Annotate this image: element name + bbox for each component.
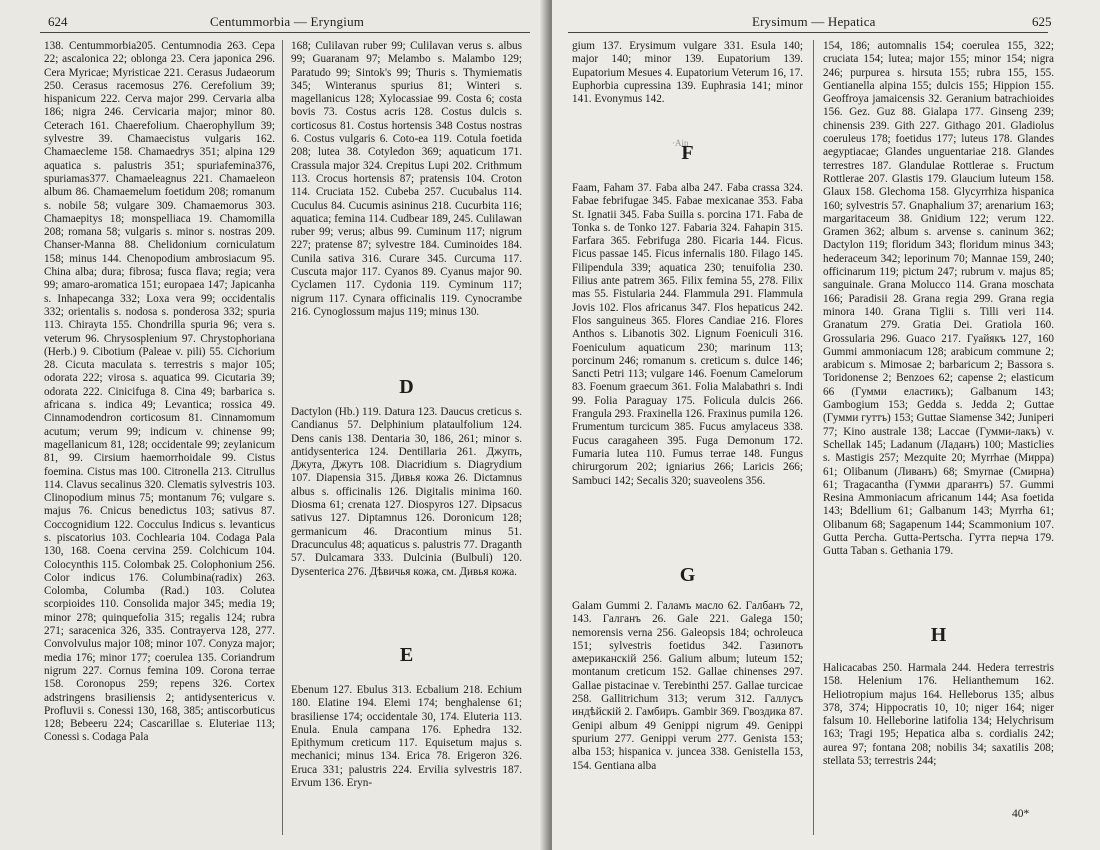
index-entries: gium 137. Erysimum vulgare 331. Esula 140; major 140; minor 139. Eupatorium 139. Eupatorium Mesues 4. Eupatorium Veterum 16, 17. Euphorbia cupressina 139. Euphrasia 141; minor 141. Evonymus 142. [572, 40, 803, 106]
section-g-entries [572, 600, 803, 773]
right-page [552, 0, 1100, 850]
index-entries: Dactylon (Hb.) 119. Datura 123. Daucus creticus s. Candianus 57. Delphinium plataulfolium 124. Dens canis 138. Dentaria 30, 186, 261; minor s. antidysenterica 124. Dentillaria 261. Джупъ, Джута, Джутъ 108. Diacridium s. Diagrydium 107. Diapensia 315. Дивья кожа 26. Dictamnus albus s. officinalis 126. Digitalis minima 160. Diosma 61; crenata 127. Diospyros 127. Dipsacus sativus 127. Diptamnus 126. Doronicum 128; germanicum 46. Dracontium minus 51. Dracunculus 48; aquaticus s. palustris 77. Draganth 57. Dulcamara 333. Dulcinia (Bulbuli) 120. Dysenterica 276. Дѣвичья кожа, см. Дивья кожа. [291, 406, 522, 578]
page-number: 625 [1032, 14, 1052, 29]
section-e-entries [291, 684, 522, 790]
running-head: Erysimum — Hepatica [752, 14, 876, 29]
index-entries: 168; Culilavan ruber 99; Culilavan verus s. albus 99; Guaranam 97; Melambo s. Malambo 129; Paratudo 99; Sintok's 99; Thuris s. Thymiematis 345; Winteranus spurius 81; Winteri s. magellanicus 128; Xylocassiae 99. Costa 6; costa bovis 73. Costus acris 128. Costus dulcis s. corticosus 81. Costus hortensis 348 Costus nostras 6. Costus vulgaris 6. Coto-ea 119. Cotula foetida 208; lutea 38. Cotyledon 369; aquaticum 171. Crassula major 324. Crepitus Lupi 202. Crithmum 113. Crocus hortensis 87; pratensis 104. Croton 114. Cruciata 152. Cubeba 257. Cucubalus 114. Cuculus 84. Cucumis asininus 218. Cucurbita 116; aquatica; femina 114. Cudbear 189, 245. Culilawan ruber 99; verus; albus 99. Cuminum 117; nigrum 227; pratense 87; sylvestre 184. Cuminoides 184. Cunila sativa 316. Curare 345. Curcuma 117. Cuscuta major 117. Cyanos 89. Cyanus major 90. Cyclamen 117. Cydonia 119. Cyminum 117; nigrum 117. Cynara officinalis 119. Cynocrambe 216. Cynoglossum majus 119; minus 130. [291, 40, 522, 318]
left-page-column-2 [291, 40, 522, 319]
running-head: Centummorbia — Eryngium [210, 14, 365, 29]
index-entries: Faam, Faham 37. Faba alba 247. Faba crassa 324. Fabae febrifugae 345. Fabae mexicanae 353. Faba St. Ignatii 345. Faba Suilla s. porcina 171. Faba de Tonka s. de Tonko 127. Fabaria 324. Fahapin 315. Farfara 365. Febrifuga 280. Ficaria 144. Ficus. Ficus passae 145. Ficus infernalis 180. Filago 145. Filipendula 339; aquatica 230; tenuifolia 230. Filius ante patrem 365. Filix femina 55, 278. Filix mas 55. Fistularia 244. Flammula 291. Flammula Jovis 102. Flos africanus 347. Flos hepaticus 242. Flos sanguineus 365. Flores Candiae 216. Flores Anthos s. Libanotis 302. Lignum Foeniculi 316. Foeniculum aquaticum 230; marinum 113; porcinum 246; romanum s. creticum s. dulce 146; Sancti Petri 113; vulgare 146. Foenum Camelorum 83. Foenum graecum 361. Folia Malabathri s. Indi 99. Folia Paraguay 175. Folicula dulcis 266. Frangula 293. Fraxinella 126. Fraxinus pumila 126. Frumentum turcicum 385. Fucus amylaceus 338. Fucus caragaheen 395. Fuga Demonum 172. Fumaria lutea 110. Fumus terrae 148. Fungus chirurgorum 202; igniarius 266; Laricis 266; Sambuci 142; Secalis 320; suaveolens 356. [572, 182, 803, 487]
header-rule [568, 32, 1048, 33]
left-page [0, 0, 548, 850]
index-entries: Halicacabas 250. Harmala 244. Hedera terrestris 158. Helenium 176. Helianthemum 162. Heliotropium majus 164. Helleborus 135; albus 378, 374; Hippocratis 10, 10; niger 164; niger falsum 10. Helleborine latifolia 134; Helychrisum 163; Tragi 195; Hepatica alba s. cordialis 242; aurea 97; fontana 208; nobilis 34; saxatilis 208; stellata 53; terrestris 244; [823, 662, 1054, 768]
left-page-column-1 [44, 40, 275, 745]
section-f-entries [572, 182, 803, 488]
section-letter-d: D [399, 376, 414, 398]
section-h-entries [823, 662, 1054, 768]
header-rule [40, 32, 530, 33]
section-letter-g: G [679, 564, 696, 586]
column-divider [282, 40, 283, 835]
right-page-column-2 [823, 40, 1054, 559]
right-page-column-1 [572, 40, 803, 106]
index-entries: Galam Gummi 2. Галамъ масло 62. Галбанъ 72, 143. Галганъ 26. Gale 221. Galega 150; nemorensis verna 256. Galeopsis 184; ochroleuca 151; sylvestris foetidus 342. Газипотъ американскій 256. Galium album; luteum 152; montanum creticum 152. Gallae chinenses 297. Gallae pistacinae v. Terebinthi 257. Gallae turcicae 258. Gallitrichum 313; verum 312. Галлусъ индѣйскій 2. Гамбиръ. Gambir 369. Гвоздика 87. Genipi album 49 Genippi nigrum 49. Genippi spurium 277. Genippi verum 277. Genista 153; alba 153; hispanica v. juncea 338. Genistella 153, 154. Gentiana alba [572, 600, 803, 772]
index-entries: 154, 186; automnalis 154; coerulea 155, 322; cruciata 154; lutea; major 155; minor 154; nigra 246; purpurea s. hirsuta 155; rubra 155, 155. Gentianella alpina 155; dulcis 155; Hippion 155. Geoffroya jamaicensis 32. Geranium batrachioides 156. Gez. Guz 88. Gialapa 177. Ginseng 239; chinensis 239. Gith 227. Githago 201. Gladiolus coeruleus 178; foetidus 177; luteus 178. Glandes aegyptiacae; Glandes unguentariae 218. Glandes terrestres 187. Glandulae Rottlerae s. Fructum Rottlerae 207. Glastis 179. Glaucium luteum 158. Glaux 158. Glechoma 158. Glycyrrhiza hispanica 160; sylvestris 57. Gnaphalium 37; arenarium 163; margaritaceum 38. Gnidium 122; verum 122. Gramen 362; album s. arvense s. caninum 362; Dactylon 119; floridum 343; floridum minus 343; hederaceum 342; leporinum 70; Mannae 159, 240; officinarum 119; pictum 247; rubrum v. majus 85; sanguinale. Grana Molucco 114. Grana moschata 166; Paradisii 28. Grana regia 299. Grana regia minora 140. Grana Tiglii s. Tilli veri 114. Granatum 279. Gratia Dei. Gratiola 160. Grossularia 296. Guaco 217. Гуайякъ 127, 160 Gummi ammoniacum 128; arabicum commune 2; arabicum s. Mimosae 2; barbaricum 2; Bassora s. Toridonense 2; Benzoes 62; capense 2; elasticum 66 (Гумми еластикъ); Galbanum 143; Gambogium 153; Gedda s. Jedda 2; Guttae (Гумми гуттъ) 153; Guttae Siamense 342; Juniperi 77; Kino australe 138; Laccae (Гумми-лакъ) v. Schellak 145; Ladanum (Ладанъ) 100; Masticlies s. Mastigis 257; Mezquite 20; Myrrhae (Мирра) 61; Olibanum (Ливанъ) 68; Smyrnae (Смирна) 61; Tragacantha (Гумми драгантъ) 57. Gummi Resina Ammoniacum africanum 144; Asa foetida 143; Bdellium 61; Galbanum 143; Myrrha 61; Olibanum 68; Sagapenum 144; Scammonium 107. Gutta Percha. Gutta-Pertscha. Гутта перча 179. Gutta Taban s. Gethania 179. [823, 40, 1054, 558]
section-letter-f: F [681, 142, 694, 164]
section-letter-e: E [399, 644, 414, 666]
index-entries: Ebenum 127. Ebulus 313. Ecbalium 218. Echium 180. Elatine 194. Elemi 174; benghalense 61; brasiliense 174; occidentale 30, 174. Eluteria 113. Enula. Enula campana 176. Ephedra 132. Epithymum creticum 117. Equisetum majus s. mechanici; minus 134. Erica 78. Erigeron 326. Eruca 331; palustris 224. Ervilia sylvestris 187. Ervum 136. Eryn- [291, 684, 522, 790]
section-letter-h: H [930, 624, 947, 646]
page-number: 624 [48, 14, 68, 29]
index-entries: 138. Centummorbia205. Centumnodia 263. Cepa 22; ascalonica 22; oblonga 23. Cera japonica 296. Cera Myricae; Myristicae 221. Cerasus Judaeorum 250. Cerasus racemosus 276. Cerefolium 39; hispanicum 222. Cerva major 299. Cervaria alba 186; nigra 246. Cervicaria major; minor 80. Ceterach 161. Chaerefolium. Chaerophyllum 39; sylvestre 39. Chamaecistus vulgaris 162. Chamaecleme 158. Chamaedrys 351; alpina 129 aquatica s. palustris 351; spuriafemina376, spuriamas377. Chamaeleagnus 221. Chamaeleon album 86. Chamaemelum foetidum 208; romanum s. nobile 58; vulgare 309. Chamaemorus 303. Chamaepitys 18; monspelliaca 19. Chamomilla 208; romana 58; vulgaris s. minor s. nostras 209. Chanser-Manna 88. Chelidonium corniculatum 158; minus 144. Chenopodium ambrosiacum 95. China alba; dura; fibrosa; fusca flava; regia; vera 99; amaro-aromatica 151; europaea 147; Japicanha s. Inhapecanga 332; Loxa vera 99; occidentalis 332; orientalis s. nodosa s. ponderosa 332; spuria 113. Chirayta 155. Chondrilla spuria 96; vera s. veterum 96. Chrysosplenium 97. Chrystophoriana (Herb.) 9. Cibotium (Paleae v. pili) 55. Cichorium 28. Cicuta maculata s. terrestris s major 105; odorata 222; virosa s. aquatica 99. Cicutaria 39; odorata 222. Cinicifuga 8. Cina 49; barbarica s. africana s. indica 49; Levantica; rossica 49. Cinnamodendron corticosum 81. Cinnamomum acutum; verum 99; indicum v. chinense 99; magellanicum 81, 128; occidentale 99; zeylanicum 81, 99. Cirsium haemorrhoidale 99. Cistus foemina. Cistus mas 100. Citronella 213. Citrullus 114. Clavus secalinus 320. Clematis sylvestris 103. Clinopodium minus 75; montanum 76; vulgare s. majus 76. Cnicus benedictus 103; sativus 87. Coccognidium 122. Cocculus Indicus s. levanticus s. piscatorius 103. Cochlearia 104. Codaga Pala 130, 168. Coena cervina 259. Colchicum 104. Colocynthis 115. Colombak 25. Colophonium 256. Color indicus 176. Columbina(radix) 263. Colomba, Columba (Rad.) 103. Colutea scorpioides 110. Consolida major 345; media 19; minor 278; quinquefolia 315; regalis 124; rubra 271; saracenica 326, 335. Contrayerva 128, 277. Convolvulus major 108; minor 107. Conyza major; media 176; minor 177; coerulea 135. Coriandrum nigrum 227. Cornus femina 109. Corona terrae 158. Coronopus 259; repens 326. Cortex adstringens brasiliensis 2; antidysentericus v. Profluvii s. Conessi 130, 168, 385; antiscorbuticus 128; Bebeeru 224; Cascarillae s. Eluteriae 113; Conessi s. Codaga Pala [44, 40, 275, 744]
column-divider [813, 40, 814, 835]
faint-stamp: ·Ain [672, 138, 689, 148]
signature-mark: 40* [1012, 808, 1030, 820]
section-d-entries [291, 406, 522, 579]
